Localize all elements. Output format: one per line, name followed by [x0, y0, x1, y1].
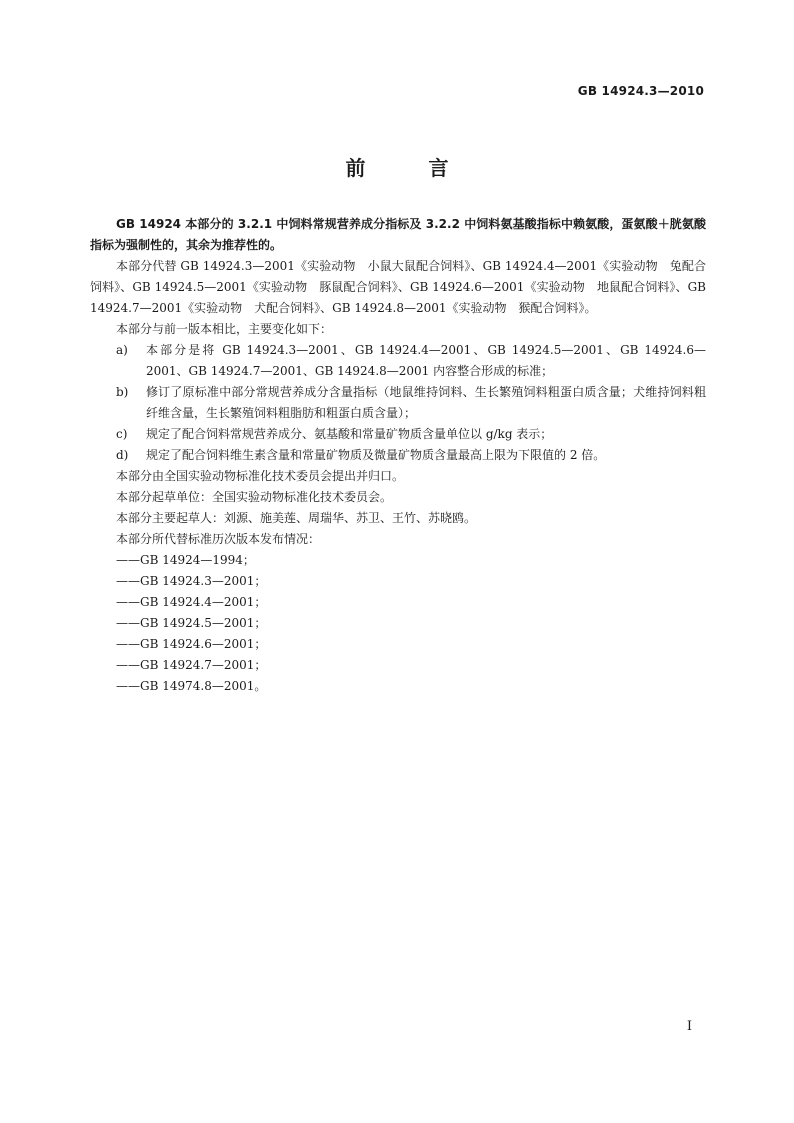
- change-marker: a): [116, 343, 128, 357]
- page-number: I: [686, 1019, 692, 1034]
- change-text: 规定了配合饲料常规营养成分、氨基酸和常量矿物质含量单位以 g/kg 表示；: [146, 427, 553, 441]
- change-marker: d): [116, 448, 129, 462]
- foreword-body: [90, 214, 706, 697]
- change-text: 规定了配合饲料维生素含量和常量矿物质及微量矿物质含量最高上限为下限值的 2 倍。: [146, 448, 606, 462]
- history-item: ——GB 14924.6—2001；: [116, 637, 267, 651]
- drafting-unit-statement: 本部分起草单位：全国实验动物标准化技术委员会。: [116, 490, 393, 504]
- history-item: ——GB 14924.3—2001；: [116, 574, 267, 588]
- history-item: ——GB 14924.5—2001；: [116, 616, 267, 630]
- history-item: ——GB 14924—1994；: [116, 553, 255, 567]
- change-item: [90, 382, 706, 424]
- drafters-statement: 本部分主要起草人：刘源、施美莲、周瑞华、苏卫、王竹、苏晓鸥。: [116, 511, 477, 525]
- standard-number: GB 14924.3—2010: [577, 84, 704, 98]
- change-item: [90, 424, 706, 445]
- change-text: 本部分是将 GB 14924.3—2001、GB 14924.4—2001、GB 14924.5—2001、GB 14924.6—2001、GB 14924.7—2001、GB 14924.8—2001 内容整合形成的标准；: [146, 343, 706, 378]
- page-title: 前 言: [345, 156, 477, 180]
- history-item: ——GB 14974.8—2001。: [116, 679, 267, 693]
- change-marker: c): [116, 427, 128, 441]
- changes-intro: 本部分与前一版本相比，主要变化如下：: [116, 322, 333, 336]
- history-intro: 本部分所代替标准历次版本发布情况：: [116, 532, 321, 546]
- proposer-statement: 本部分由全国实验动物标准化技术委员会提出并归口。: [116, 469, 405, 483]
- change-item: [90, 340, 706, 382]
- history-item: ——GB 14924.7—2001；: [116, 658, 267, 672]
- change-item: [90, 445, 706, 466]
- history-item: ——GB 14924.4—2001；: [116, 595, 267, 609]
- mandatory-statement: GB 14924 本部分的 3.2.1 中饲料常规营养成分指标及 3.2.2 中饲料氨基酸指标中赖氨酸，蛋氨酸＋胱氨酸指标为强制性的，其余为推荐性的。: [90, 217, 706, 252]
- change-marker: b): [116, 385, 129, 399]
- change-text: 修订了原标准中部分常规营养成分含量指标（地鼠维持饲料、生长繁殖饲料粗蛋白质含量；犬维持饲料粗纤维含量，生长繁殖饲料粗脂肪和粗蛋白质含量）；: [146, 385, 706, 420]
- replaces-statement: 本部分代替 GB 14924.3—2001《实验动物 小鼠大鼠配合饲料》、GB 14924.4—2001《实验动物 兔配合饲料》、GB 14924.5—2001《实验动物 豚鼠配合饲料》、GB 14924.6—2001《实验动物 地鼠配合饲料》、GB 14924.7—2001《实验动物 犬配合饲料》、GB 14924.8—2001《实验动物 猴配合饲料》。: [90, 259, 706, 315]
